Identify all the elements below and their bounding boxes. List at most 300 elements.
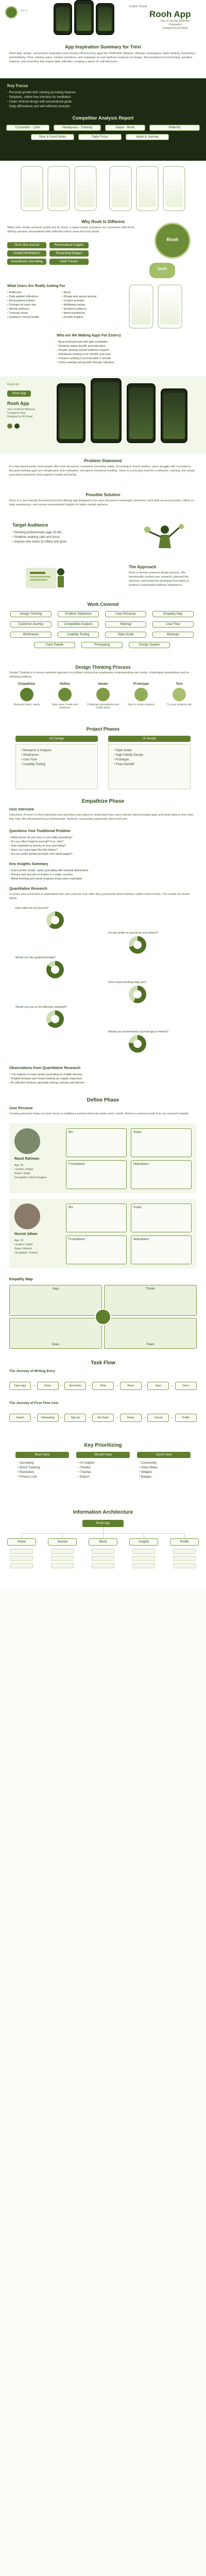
remaining-content [0,1587,206,2576]
meta-line: Age: 29 [14,1239,24,1242]
list-item: • Do you often forget to journal? If so, why? [9,840,73,844]
problem-body: In a fast-paced world, most people often lack structured, consistent journaling habits. According to recent studies, users struggle with consistency because existing apps are complicated, lack motivation, and ignore emotional tracking. There is a pressing need for a reflective, calming, and simple journaling experience that supports mental well-being. [9,465,195,477]
priority-list [18,1461,40,1480]
avatar [14,1204,40,1229]
list-item: • Personalized entries [7,299,39,303]
screen-mockup [163,166,185,211]
key-focus-title: Key Focus [7,83,28,88]
list-item: • Busy professionals with tight schedules [57,340,114,344]
step-desc: State users' needs and problems [52,703,78,709]
ia-node: Journal [48,1538,77,1546]
list-item: • Users prefer simple, quick journaling with minimal distractions [9,869,89,873]
designer-name: Anakin Rasel [129,5,147,8]
flow-step: Write [92,1382,114,1390]
why-rooh-section [0,219,206,281]
flow-a [9,1376,197,1396]
competitor-tag: Reflectly [149,125,200,131]
meta-line: Occupation: Teacher [14,1251,38,1255]
survey-question: Does mood tracking help you? [108,981,147,984]
screen-mockup [109,166,132,211]
ia-leaf [92,1549,114,1554]
hero-phone-mockup [54,3,72,35]
hero-subtitle [154,20,196,30]
process-body: Design Thinking is a human-centered approach to problem solving that emphasizes understanding user needs, challenging assumptions and re-defining problems. [9,671,190,679]
flow-b [9,1408,197,1428]
avatar [14,1128,40,1154]
list-item: • The majority of users prefer journaling on mobile devices [9,1073,84,1077]
persona-info-card: Bio [66,1204,127,1232]
subtitle-line: Companion [168,23,182,26]
flow-step: Save [147,1382,169,1390]
work-covered-section [0,602,206,664]
flow-step: Set Goals [92,1414,114,1422]
list-item: • Journaling [18,1461,40,1466]
process-step [47,682,82,713]
interview-title: User Interview [9,808,34,811]
work-tag: Mockups [152,632,194,638]
work-tag: Design System [129,642,170,648]
survey-item [15,956,98,979]
list-item: • Working professionals (age 23-40) [12,531,66,535]
work-tag: Wireframes [10,632,52,638]
app-store-icon [7,423,12,429]
arrow-right-icon: → [87,1383,92,1387]
meta-line: Occupation: UI/UX Designer [14,1176,47,1179]
work-title: Work Covered [87,602,119,607]
list-item: • What issues do you face in your daily journaling? [9,836,73,840]
list-item: • Simplistic, clutter-free interface for meditation [7,95,76,100]
list-item: • AI reflection features generate strong curiosity and interest [9,1081,84,1085]
survey-item [15,907,98,929]
list-item: • Those seeking self-growth through reflection [57,361,114,365]
flow-step: Splash [9,1414,31,1422]
process-steps [9,682,197,713]
flow-step: New Entry [64,1382,86,1390]
survey-donut [129,986,146,1003]
ia-leaf [10,1556,33,1561]
ia-leaf [10,1549,33,1554]
survey-question: Would you use an AI reflection assistant? [15,1006,67,1009]
play-store-icon [14,423,20,429]
meta-line: Age: 26 [14,1164,24,1167]
kit-tagline [7,408,35,419]
flow-step: Journal [147,1414,169,1422]
competitor-tag: Headspace - Tracking [54,125,101,131]
list-item: • Daily affirmations and self-reflection prompts [7,105,76,109]
work-tag: Sitemap [105,621,146,628]
ia-leaf [10,1563,33,1568]
meta-line: Location: Dhaka [14,1168,33,1171]
process-step [85,682,121,713]
flow-a-title: The Journey of Writing Entry [9,1369,56,1373]
interview-body: Interviews: A series of short interviews and questions was asked to understand how users interact with journaling apps and what features they wish they had. We interviewed busy professionals, students, and people passionate about self-care. [9,814,194,821]
work-tag: Color Palette [34,642,75,648]
list-item: • Mood tracking and visual progress keep users motivated [9,877,89,881]
survey-body: A survey was conducted to understand how users journal, how often they journal and which features matter most to them. The results are shown below. [9,893,191,900]
step-desc: Start to create solutions [127,703,155,706]
approach-title: The Approach [129,565,157,569]
list-item: • Prototype [114,758,143,762]
priority-header: Could Have [137,1452,191,1458]
flow-step: Profile [175,1414,197,1422]
ia-title: Information Architecture [73,1510,133,1515]
solution-body: Rooh is a user-friendly AI-powered journal offering app designed to let users document meaningful memories, track their personal growth, reflect on daily experiences, and receive personalized insights for better mental wellness. [9,499,194,506]
key-focus-section [0,78,206,161]
arrow-right-icon: → [170,1415,175,1419]
ia-leaf [51,1556,74,1561]
step-name: Prototype [133,682,149,686]
intro-section [0,44,206,75]
ia-leaf [51,1563,74,1568]
list-item: • Students seeking calm and focus [12,535,66,540]
work-tag: Usability Testing [58,632,99,638]
app-kit-section [0,376,206,453]
illustration-person-icon [129,522,191,555]
target-section [0,522,206,558]
process-title: Design Thinking Process [75,665,131,670]
approach-body: Rooh is human-centered design process. We intentionally created user research, planned the structure, and tested the prototype thoroughly to achieve a meaningful wellness experience. [129,571,190,587]
step-desc: Research users' needs [13,703,40,706]
empathize-icon [20,688,33,701]
persona-info-card: Goals [131,1204,192,1232]
step-name: Empathize [18,682,36,686]
flow-step: Mood [120,1382,142,1390]
phase-list [21,749,52,767]
survey-donut [129,1035,146,1053]
list-item: • Growth insights [62,315,96,319]
step-name: Define [60,682,70,686]
intro-title: App Inspiration Summary for Trévi [65,44,141,49]
feature-tag: Rewarding Badges [49,250,89,257]
list-item: • High Fidelity Design [114,753,143,758]
list-item: • Privacy Lock [18,1475,40,1480]
priority-list [139,1461,158,1480]
feature-tag: Guided Meditations [7,250,46,257]
insights-list [9,869,89,881]
priority-header: Should Have [76,1452,130,1458]
survey-donut [46,911,64,929]
list-item: • Voice Notes [139,1466,158,1470]
why-rooh-title: Why Rooh Is Different [81,219,125,224]
sticker-label: Smile [157,267,167,271]
phase-header: UX Design [15,736,98,742]
hero-phone-mockup [96,3,114,35]
approach-section [0,562,206,598]
step-desc: Try your solutions out [167,703,192,706]
ia-node: Home [7,1538,36,1546]
priority-header: Must Have [15,1452,69,1458]
list-item: • Anyone who wants to reflect and grow [12,540,66,545]
screen-mockup [158,284,182,329]
ia-section [0,1510,206,1582]
subtitle-line: Designed by Mr Rasel [162,27,188,30]
process-step [9,682,44,713]
survey-item [108,931,191,954]
survey-results [0,907,206,1061]
ia-node: Insights [129,1538,158,1546]
competitor-tag: Apple & Journey [126,134,169,140]
list-item: • Export [78,1475,94,1480]
work-tag: Design Thinking [10,611,52,617]
persona-meta [14,1163,47,1180]
list-item: • AI Insights [78,1461,94,1466]
kit-phone-mockup [127,383,156,443]
survey-donut [129,936,146,954]
list-item: • Final Handoff [114,762,143,767]
what-users-list-a [7,291,39,319]
persona-card [9,1198,197,1268]
arrow-right-icon: → [59,1415,64,1419]
solution-section [0,493,206,518]
list-item: • Badges [139,1475,158,1480]
logo-icon [5,6,18,19]
work-tag: Problem Statement [58,611,99,617]
ia-branches [0,1533,206,1580]
questions-title: Questions Your Traditional Problem [9,829,71,833]
work-tag: Style Guide [105,632,146,638]
screen-mockup [129,284,153,329]
flow-step: Open App [9,1382,31,1390]
survey-donut [46,1010,64,1028]
survey-question: Do you prefer to journal on your phone? [108,931,159,935]
flow-step: Done [175,1382,197,1390]
ia-node: Profile [170,1538,199,1546]
test-icon [173,688,186,701]
tagline-line: Designed by Mr Rasel [7,415,33,418]
empathy-quadrant: Does [9,1318,102,1349]
list-item: • Mental wellness [7,307,39,311]
empathize-title: Empathize Phase [81,799,125,804]
arrow-right-icon: → [170,1383,175,1387]
kit-phone-mockup [91,378,122,443]
which-users-section [0,334,206,370]
survey-question: Would you like guided prompts? [15,956,56,959]
competitor-screens [0,164,206,215]
target-title: Target Audience [12,522,48,528]
persona-info-card: Frustrations [66,1160,127,1189]
work-tag: Competitive Analysis [58,621,99,628]
arrow-right-icon: → [114,1383,119,1387]
ia-leaf [173,1563,196,1568]
list-item: • Mood Tracking [18,1466,40,1470]
persona-info-card: Frustrations [66,1235,127,1264]
list-item: • Mood predictions [62,311,96,315]
prototype-icon [134,688,148,701]
persona-title: User Persona [9,1107,33,1110]
persona-name: Nusrat Jahan [14,1232,38,1236]
solution-title: Possible Solution [85,493,121,497]
flow-step: Home [120,1414,142,1422]
list-item: • Mood [62,291,96,295]
define-section [0,1097,206,1273]
kit-label: Rooh Kit [7,383,20,386]
list-item: • Usability Testing [21,762,52,767]
list-item: • Style Guide [114,749,143,753]
prioritizing-section [0,1443,206,1504]
list-item: • User Flow [21,758,52,762]
survey-question: Would you recommend a journal app to friends? [108,1030,168,1033]
prioritizing-title: Key Prioritizing [84,1443,122,1448]
list-item: • Guidance mental health [7,315,39,319]
observations-list [9,1073,84,1085]
list-item: • Tracking mood [7,311,39,315]
intro-body: Rooh App, design, and product inspiration were heavily influenced by apps like TRAVERA, Balance, Whisper, Headspace, Daily Healing, Pausedays, and Reflectly. Their calming colors, intuitive interfaces, and emphasis on user wellness inspired our design. We prioritized mood tracking, gamified features, and reminders that inspire daily reflection, creating a space for self-discovery. [9,52,196,63]
list-item: • Custom prompts [62,299,96,303]
insights-title: Key Insights Summary [9,862,48,866]
arrow-right-icon: → [114,1415,119,1419]
kit-phone-mockup [161,388,187,443]
step-name: Test [176,682,183,686]
list-item: • Personal growth with calming journaling features [7,91,76,95]
hero-header [0,0,206,36]
approach-illustration-icon [21,563,72,594]
survey-donut [46,961,64,978]
ia-leaf [173,1556,196,1561]
persona-card [9,1123,197,1193]
list-item: • Do you prefer guided prompts over blank pages? [9,852,73,856]
arrow-right-icon: → [142,1415,147,1419]
persona-name: Rasel Rahman [14,1157,40,1161]
arrow-right-icon: → [31,1415,36,1419]
survey-item [108,981,191,1004]
list-item: • Private and secure journal [62,295,96,299]
work-tag: Empathy Map [152,611,194,617]
work-tag: Prototyping [81,642,123,648]
arrow-right-icon: → [142,1383,147,1387]
what-users-title: What Users Are Really Asking For [7,284,65,288]
persona-meta [14,1239,38,1255]
phase-card [108,744,191,789]
ia-leaf [173,1549,196,1554]
list-item: • Community [139,1461,158,1466]
list-item: • Guided prompts and mood tracking are highly requested [9,1077,84,1081]
persona-info-card: Goals [131,1128,192,1157]
feature-tag: Goal-Based Journaling [7,259,46,265]
what-users-section [0,284,206,331]
arrow-right-icon: → [87,1415,92,1419]
list-item: • Widgets [139,1470,158,1475]
kit-phone-mockup [57,383,85,443]
process-section [0,665,206,721]
persona-body: Creating personas helps our team focus on building a product that truly meets users' needs. Below is a persona built from our research insights. [9,1112,190,1115]
work-tag: User Personas [105,611,146,617]
flow-step: Sign Up [64,1414,86,1422]
list-item: • Reminders [18,1470,40,1475]
list-item: • Streaks [78,1466,94,1470]
list-item: • Themes [78,1470,94,1475]
phase-list [114,749,143,767]
hero-phone-mockup [74,0,94,35]
task-flow-section [0,1360,206,1437]
which-users-list [57,340,114,365]
target-list [12,531,66,545]
problem-title: Problem Statement [84,459,122,463]
screen-mockup [136,166,159,211]
feature-tag: All-in-One Journal [7,242,46,248]
flow-b-title: The Journey of First-Time User [9,1401,59,1405]
subtitle-line: Your UI Journal Reflection [160,20,190,23]
flow-step: Home [37,1382,59,1390]
define-title: Define Phase [87,1097,119,1103]
list-item: • How important is privacy in your journaling? [9,844,73,848]
arrow-right-icon: → [59,1383,64,1387]
feature-tag: Habit Tracker [49,259,89,265]
meta-line: Status: Married [14,1247,32,1250]
observations-section [0,1066,206,1092]
questions-list [9,836,73,856]
define-icon [58,688,72,701]
problem-section [0,459,206,488]
list-item: • Clean minimal design with personalized goals [7,100,76,105]
screen-mockup [47,166,70,211]
list-item: • People seeking mental wellness support [57,348,114,352]
competitor-tag: Stoic & Good Notes [31,134,74,140]
ia-root: Rooh App [82,1520,124,1527]
survey-question: How often do you journal? [15,907,48,910]
feature-tag: Personalized Insights [49,242,89,248]
app-title: Rooh App [149,9,191,19]
competitor-tag: Daylio - Mood [105,125,145,131]
process-step [124,682,159,713]
brand-mark: ● ● ● [21,9,27,12]
competitor-title: Competitor Analysis Report [72,115,134,121]
empathy-quadrant: Says [9,1285,102,1316]
key-focus-list [7,91,76,109]
persona-info-card: Motivations [131,1235,192,1264]
phase-header: UI Design [108,736,191,742]
phase-card [15,744,98,789]
ideate-icon [96,688,110,701]
persona-info-card: Motivations [131,1160,192,1189]
competitor-tag: Competitor - Calm [6,125,49,131]
list-item: • Wireframes [21,753,52,758]
task-flow-title: Task Flow [91,1360,115,1366]
ia-leaf [132,1556,155,1561]
survey-title: Quantitative Research [9,887,47,891]
work-tag: Customer Journey [10,621,52,628]
why-rooh-body: While other similar products simply use AI, Rooh, a newer brand, prioritizes our connection with Rooh, offering genuine personalized daily reflection where users feel truly heard. [7,226,135,233]
project-phases-section [0,726,206,793]
list-item: • Prompts for each day [7,303,39,307]
process-step [162,682,197,713]
step-name: Ideate [98,682,108,686]
ia-leaf [51,1549,74,1554]
list-item: • Emotions patterns [62,307,96,311]
list-item: • Privacy and security of entries is a major concern [9,873,89,877]
priority-list [78,1461,94,1480]
sticker-label: Rooh [166,237,179,242]
list-item: • Creators wishing to journal daily in private [57,357,114,361]
list-item: • Individuals looking to be mindful and calm [57,352,114,357]
app-pill-button[interactable]: Rooh App [7,391,31,397]
list-item: • Daily guided reflections [7,295,39,299]
persona-info-card: Bio [66,1128,127,1157]
work-tag: User Flow [152,621,194,628]
empathy-quadrant: Thinks [104,1285,197,1316]
list-item: • Research & Analysis [21,749,52,753]
meta-line: Status: Single [14,1172,30,1175]
survey-item [15,1006,98,1028]
flow-step: Onboarding [37,1414,59,1422]
screen-mockup [21,166,43,211]
ia-leaf [92,1556,114,1561]
phases-title: Project Phases [86,726,120,732]
list-item: • Have you used apps like this before? [9,848,73,852]
list-item: • Reflection [7,291,39,295]
ia-leaf [132,1549,155,1554]
competitor-tag: Daily Focus [78,134,122,140]
tagline-line: Companion App [7,412,26,415]
